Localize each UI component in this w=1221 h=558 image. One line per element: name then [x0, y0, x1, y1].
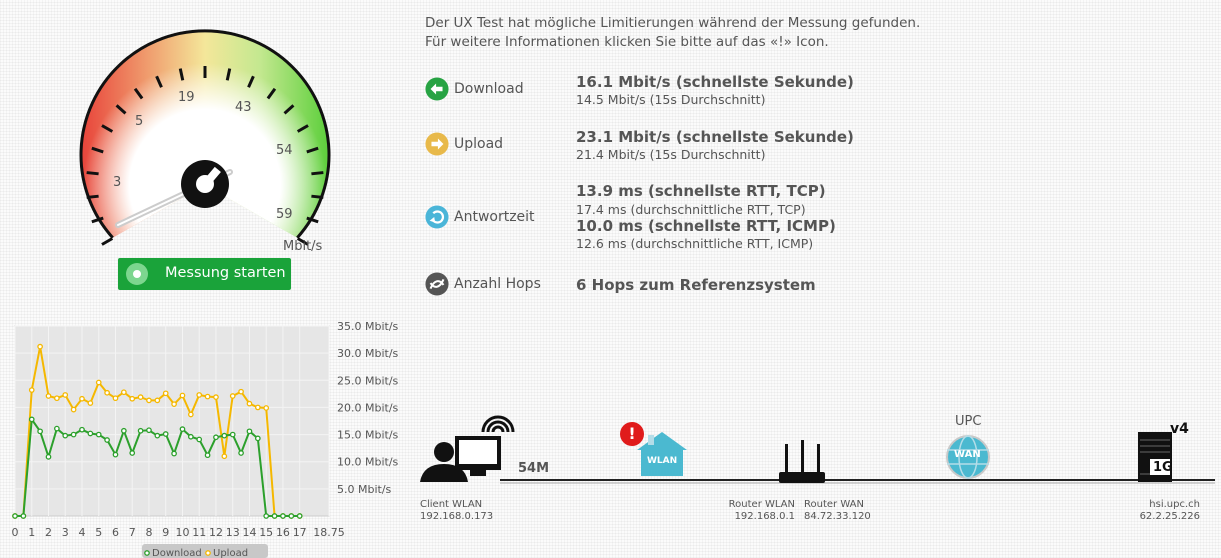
gauge-unit: Mbit/s [283, 239, 323, 254]
data-point-download [272, 514, 276, 518]
data-point-download [256, 436, 260, 440]
y-tick-label: 15.0 Mbit/s [337, 428, 399, 442]
legend-marker [206, 551, 210, 555]
chart-plot-area [15, 326, 329, 516]
latency-return-icon [425, 205, 449, 229]
gauge-label-19: 19 [178, 90, 195, 105]
data-point-download [264, 514, 268, 518]
x-tick-label: 16 [275, 526, 290, 539]
client-computer-icon [420, 417, 513, 482]
download-label: Download [454, 81, 524, 97]
router-wlan-name: Router WLAN [728, 499, 795, 510]
router-icon [779, 440, 825, 483]
data-point-upload [71, 407, 75, 411]
gauge-tick [87, 173, 99, 174]
y-tick-label: 30.0 Mbit/s [337, 347, 399, 361]
upload-arrow-icon [425, 132, 449, 156]
limitation-notice [425, 14, 920, 52]
server-badge-v4: v4 [1170, 421, 1189, 437]
hops-value: 6 Hops zum Referenzsystem [576, 276, 816, 294]
data-point-download [222, 433, 226, 437]
client-name: Client WLAN [420, 499, 483, 510]
router-wan-ip: 84.72.33.120 [804, 511, 871, 522]
data-point-download [289, 514, 293, 518]
alert-symbol: ! [628, 424, 636, 443]
data-point-upload [46, 394, 50, 398]
data-point-upload [214, 395, 218, 399]
data-point-download [63, 433, 67, 437]
notice-line-1: Der UX Test hat mögliche Limitierungen während der Messung gefunden. [425, 15, 921, 31]
data-point-download [214, 435, 218, 439]
data-point-upload [38, 344, 42, 348]
data-point-download [30, 417, 34, 421]
gauge-label-54: 54 [276, 143, 293, 158]
data-point-upload [222, 454, 226, 458]
data-point-upload [164, 391, 168, 395]
latency-tcp-fastest: 13.9 ms (schnellste RTT, TCP) [576, 182, 826, 200]
data-point-upload [256, 405, 260, 409]
data-point-upload [97, 380, 101, 384]
legend-label: Download [152, 548, 202, 558]
gauge-label-59: 59 [276, 207, 293, 222]
data-point-upload [147, 398, 151, 402]
upload-fastest-second: 23.1 Mbit/s (schnellste Sekunde) [576, 128, 854, 146]
data-point-upload [205, 394, 209, 398]
latency-tcp-average: 17.4 ms (durchschnittliche RTT, TCP) [576, 202, 806, 217]
data-point-download [13, 514, 17, 518]
x-tick-label: 7 [128, 526, 136, 539]
y-tick-label: 5.0 Mbit/s [337, 482, 392, 496]
data-point-download [231, 432, 235, 436]
x-tick-label: 8 [145, 526, 153, 539]
data-point-download [297, 514, 301, 518]
data-point-download [138, 429, 142, 433]
network-path [415, 410, 1221, 510]
data-point-upload [63, 393, 67, 397]
data-point-download [55, 426, 59, 430]
data-point-download [105, 438, 109, 442]
data-point-upload [55, 396, 59, 400]
router-wan-node-label [804, 499, 871, 523]
data-point-download [88, 431, 92, 435]
x-tick-label: 13 [225, 526, 240, 539]
data-point-download [172, 451, 176, 455]
data-point-upload [30, 388, 34, 392]
x-tick-label: 0 [11, 526, 19, 539]
link-speed: 54M [518, 461, 550, 476]
data-point-upload [231, 394, 235, 398]
y-tick-label: 20.0 Mbit/s [337, 401, 399, 415]
speed-chart [0, 318, 399, 558]
start-button-label: Messung starten [165, 265, 286, 281]
data-point-upload [88, 401, 92, 405]
data-point-upload [172, 402, 176, 406]
y-tick-label: 10.0 Mbit/s [337, 455, 399, 469]
data-point-upload [138, 395, 142, 399]
data-point-download [97, 432, 101, 436]
data-point-upload [180, 393, 184, 397]
data-point-download [113, 452, 117, 456]
x-tick-label: 17 [292, 526, 307, 539]
data-point-download [122, 429, 126, 433]
data-point-download [21, 514, 25, 518]
data-point-download [189, 435, 193, 439]
x-tick-label: 9 [162, 526, 170, 539]
router-wlan-ip: 192.168.0.1 [734, 511, 795, 522]
data-point-upload [130, 397, 134, 401]
x-tick-label: 11 [192, 526, 207, 539]
data-point-upload [264, 406, 268, 410]
gauge-tick [102, 239, 112, 245]
x-tick-label: 3 [61, 526, 69, 539]
data-point-download [197, 437, 201, 441]
data-point-upload [105, 391, 109, 395]
gauge-tick [311, 196, 323, 197]
gauge-label-5: 5 [135, 114, 144, 129]
data-point-upload [80, 397, 84, 401]
x-tick-label: 18.75 [313, 526, 345, 539]
latency-label: Antwortzeit [454, 209, 535, 225]
upc-label: UPC [955, 414, 982, 429]
data-point-download [38, 429, 42, 433]
data-point-upload [247, 401, 251, 405]
x-tick-label: 6 [111, 526, 119, 539]
server-node-label [1128, 499, 1200, 523]
router-wan-name: Router WAN [804, 499, 864, 510]
wan-icon-text: WAN [954, 449, 981, 460]
data-point-download [205, 453, 209, 457]
gauge-label-3: 3 [113, 175, 122, 190]
data-point-download [247, 429, 251, 433]
client-node-label [420, 499, 493, 523]
hops-icon [425, 272, 449, 296]
hops-label: Anzahl Hops [454, 276, 541, 292]
gauge-tick [311, 173, 323, 174]
x-tick-label: 5 [95, 526, 103, 539]
data-point-download [180, 427, 184, 431]
x-tick-label: 4 [78, 526, 86, 539]
data-point-download [80, 427, 84, 431]
x-tick-label: 1 [28, 526, 36, 539]
x-tick-label: 15 [259, 526, 274, 539]
upload-average: 21.4 Mbit/s (15s Durchschnitt) [576, 147, 766, 162]
x-tick-label: 2 [44, 526, 52, 539]
data-point-upload [113, 396, 117, 400]
notice-line-2: Für weitere Informationen klicken Sie bitte auf das «!» Icon. [425, 34, 829, 50]
data-point-download [164, 432, 168, 436]
legend-label: Upload [213, 548, 249, 558]
data-point-download [147, 428, 151, 432]
speed-gauge [70, 50, 340, 260]
wlan-icon-text: WLAN [647, 456, 678, 466]
data-point-upload [197, 393, 201, 397]
gauge-label-43: 43 [235, 100, 252, 115]
download-average: 14.5 Mbit/s (15s Durchschnitt) [576, 92, 766, 107]
y-tick-label: 35.0 Mbit/s [337, 320, 399, 333]
latency-icmp-average: 12.6 ms (durchschnittliche RTT, ICMP) [576, 236, 814, 251]
y-tick-label: 25.0 Mbit/s [337, 374, 399, 388]
latency-icmp-fastest: 10.0 ms (schnellste RTT, ICMP) [576, 217, 836, 235]
x-tick-label: 10 [175, 526, 190, 539]
data-point-upload [189, 412, 193, 416]
data-point-download [130, 451, 134, 455]
server-ip: 62.2.25.226 [1139, 511, 1200, 522]
data-point-download [71, 432, 75, 436]
wlan-house-icon [637, 432, 687, 476]
server-badge-1g: 1G [1153, 460, 1173, 475]
gauge-tick [87, 196, 99, 197]
client-ip: 192.168.0.173 [420, 511, 494, 522]
legend-marker [145, 551, 149, 555]
data-point-upload [122, 390, 126, 394]
data-point-download [46, 455, 50, 459]
server-name: hsi.upc.ch [1149, 499, 1200, 510]
alert-icon[interactable] [620, 422, 644, 446]
data-point-download [281, 514, 285, 518]
data-point-download [155, 433, 159, 437]
data-point-upload [155, 398, 159, 402]
record-icon [126, 263, 148, 285]
upload-label: Upload [454, 136, 504, 152]
x-tick-label: 12 [208, 526, 223, 539]
data-point-upload [239, 389, 243, 393]
x-tick-label: 14 [242, 526, 257, 539]
download-fastest-second: 16.1 Mbit/s (schnellste Sekunde) [576, 73, 854, 91]
download-arrow-icon [425, 77, 449, 101]
data-point-download [239, 451, 243, 455]
router-wlan-node-label [727, 499, 795, 523]
start-measurement-button[interactable] [118, 258, 291, 290]
